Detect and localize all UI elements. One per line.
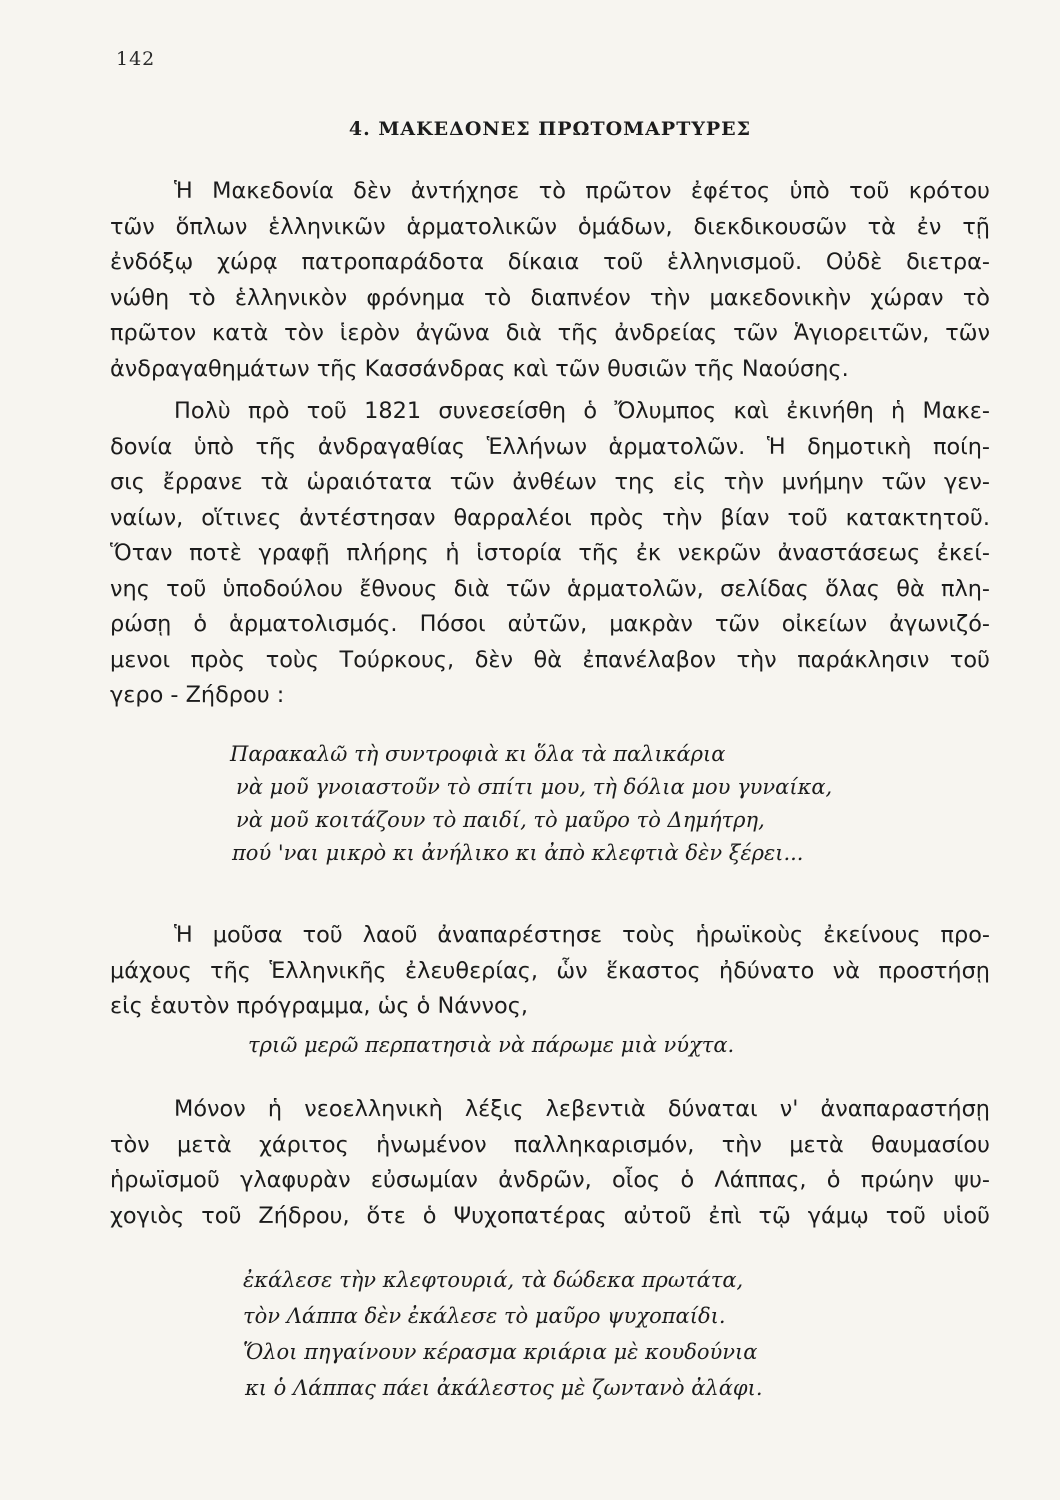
verse-3 (243, 1262, 763, 1406)
verse-line: τριῶ μερῶ περπατησιὰ νὰ πάρωμε μιὰ νύχτα. (248, 1033, 735, 1057)
text-line: Ἡ μοῦσα τοῦ λαοῦ ἀναπαρέστησε τοὺς ἡρωϊκοὺς ἐκείνους προ- (174, 922, 990, 948)
text-line: ἀνδραγαθημάτων τῆς Κασσάνδρας καὶ τῶν θυσιῶν τῆς Ναούσης. (110, 355, 849, 382)
chapter-title: 4. ΜΑΚΕΔΟΝΕΣ ΠΡΩΤΟΜΑΡΤΥΡΕΣ (348, 118, 752, 140)
text-line: ἐνδόξῳ χώρᾳ πατροπαράδοτα δίκαια τοῦ ἑλληνισμοῦ. Οὐδὲ διετρα- (110, 249, 990, 275)
verse-2 (248, 1029, 734, 1062)
text-line: νης τοῦ ὑποδούλου ἔθνους διὰ τῶν ἁρματολῶν, σελίδας ὅλας θὰ πλη- (110, 575, 990, 602)
verse-line: πού 'ναι μικρὸ κι ἀνήλικο κι ἀπὸ κλεφτιὰ δὲν ξέρει... (232, 841, 804, 865)
verse-line: Ὅλοι πηγαίνουν κέρασμα κριάρια μὲ κουδούνια (243, 1340, 758, 1364)
text-line: Πολὺ πρὸ τοῦ 1821 συνεσείσθη ὁ Ὄλυμπος καὶ ἐκινήθη ἡ Μακε- (174, 398, 990, 424)
text-line: μάχους τῆς Ἑλληνικῆς ἐλευθερίας, ὧν ἕκαστος ἠδύνατο νὰ προστήσῃ (110, 957, 990, 984)
text-line: Μόνον ἡ νεοελληνικὴ λέξις λεβεντιὰ δύναται ν' ἀναπαραστήσῃ (174, 1096, 990, 1122)
verse-1 (230, 738, 832, 870)
paragraph-3 (110, 918, 990, 1025)
text-line: δονία ὑπὸ τῆς ἀνδραγαθίας Ἑλλήνων ἁρματολῶν. Ἡ δημοτικὴ ποίη- (110, 433, 990, 460)
text-line: χογιὸς τοῦ Ζήδρου, ὅτε ὁ Ψυχοπατέρας αὐτοῦ ἐπὶ τῷ γάμῳ τοῦ υἱοῦ (110, 1202, 990, 1229)
text-line: πρῶτον κατὰ τὸν ἱερὸν ἀγῶνα διὰ τῆς ἀνδρείας τῶν Ἁγιορειτῶν, τῶν (110, 320, 990, 346)
verse-line: Παρακαλῶ τὴ συντροφιὰ κι ὅλα τὰ παλικάρια (230, 742, 726, 766)
text-line: τῶν ὅπλων ἑλληνικῶν ἁρματολικῶν ὁμάδων, διεκδικουσῶν τὰ ἐν τῇ (110, 213, 990, 240)
verse-line: ἐκάλεσε τὴν κλεφτουριά, τὰ δώδεκα πρωτάτα, (243, 1268, 744, 1292)
text-line: Ἡ Μακεδονία δὲν ἀντήχησε τὸ πρῶτον ἐφέτος ὑπὸ τοῦ κρότου (174, 178, 990, 204)
verse-line: κι ὁ Λάππας πάει ἀκάλεστος μὲ ζωντανὸ ἀλάφι. (245, 1376, 763, 1400)
verse-line: νὰ μοῦ γνοιαστοῦν τὸ σπίτι μου, τὴ δόλια μου γυναίκα, (236, 775, 833, 799)
paragraph-2 (110, 394, 990, 714)
text-line: Ὅταν ποτὲ γραφῇ πλήρης ἡ ἱστορία τῆς ἐκ νεκρῶν ἀναστάσεως ἐκεί- (110, 540, 990, 566)
paragraph-4 (110, 1092, 990, 1234)
verse-line: νὰ μοῦ κοιτάζουν τὸ παιδί, τὸ μαῦρο τὸ Δημήτρη, (236, 808, 765, 832)
text-line: εἰς ἑαυτὸν πρόγραμμα, ὡς ὁ Νάννος, (110, 993, 528, 1019)
text-line: μενοι πρὸς τοὺς Τούρκους, δὲν θὰ ἐπανέλαβον τὴν παράκλησιν τοῦ (110, 646, 990, 673)
text-line: νώθη τὸ ἑλληνικὸν φρόνημα τὸ διαπνέον τὴν μακεδονικὴν χώραν τὸ (110, 284, 990, 311)
text-line: ρώσῃ ὁ ἁρματολισμός. Πόσοι αὐτῶν, μακρὰν τῶν οἰκείων ἀγωνιζό- (110, 611, 990, 637)
text-line: ἡρωϊσμοῦ γλαφυρὰν εὐσωμίαν ἀνδρῶν, οἷος ὁ Λάππας, ὁ πρώην ψυ- (110, 1167, 990, 1193)
text-line: σις ἔρρανε τὰ ὡραιότατα τῶν ἀνθέων της εἰς τὴν μνήμην τῶν γεν- (110, 469, 990, 495)
text-line: γερο - Ζήδρου : (110, 682, 285, 708)
page-number: 142 (116, 48, 156, 70)
verse-line: τὸν Λάππα δὲν ἐκάλεσε τὸ μαῦρο ψυχοπαίδι. (243, 1304, 726, 1328)
text-line: τὸν μετὰ χάριτος ἡνωμένον παλληκαρισμόν, τὴν μετὰ θαυμασίου (110, 1131, 990, 1158)
paragraph-1 (110, 174, 990, 387)
text-line: ναίων, οἵτινες ἀντέστησαν θαρραλέοι πρὸς τὴν βίαν τοῦ κατακτητοῦ. (110, 504, 990, 531)
